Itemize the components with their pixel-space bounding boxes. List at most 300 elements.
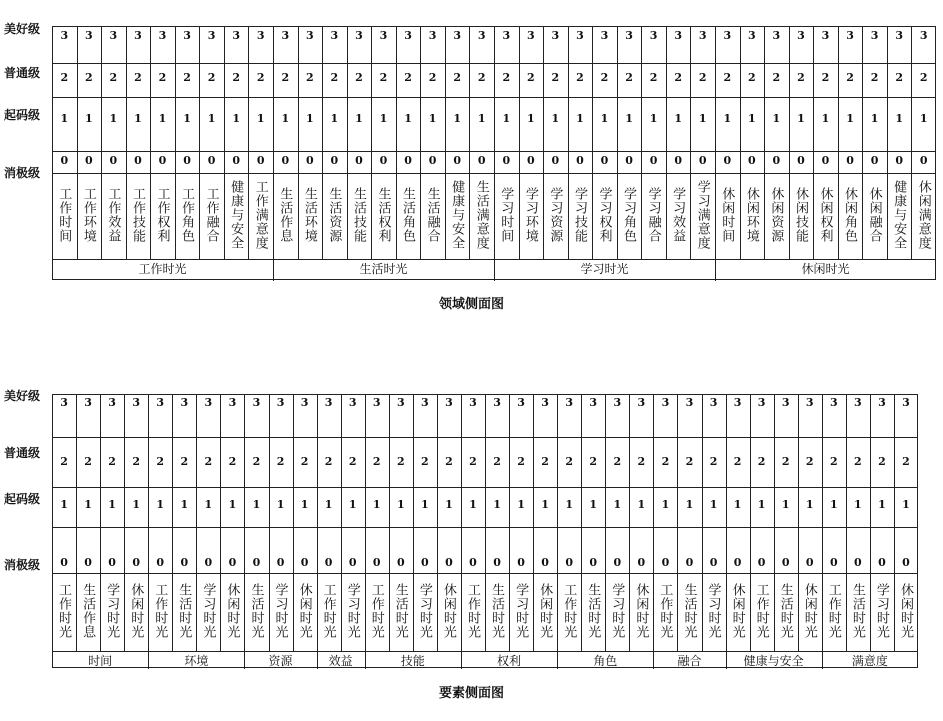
group-label: 角色 — [593, 654, 618, 668]
level-value: 2 — [477, 71, 486, 84]
column-label: 学习融合 — [645, 187, 661, 243]
column-label: 工作时光 — [152, 583, 168, 639]
level-value: 3 — [256, 29, 265, 42]
level-value: 1 — [541, 498, 549, 511]
grid-line — [740, 27, 741, 259]
level-value: 2 — [379, 71, 388, 84]
grid-line — [677, 395, 678, 651]
level-value: 0 — [355, 154, 363, 167]
level-value: 0 — [281, 154, 290, 167]
level-value: 3 — [252, 396, 261, 409]
level-value: 0 — [674, 154, 682, 167]
level-value: 0 — [797, 154, 805, 167]
level-value: 2 — [517, 455, 525, 468]
level-value: 2 — [132, 455, 141, 468]
level-value: 2 — [674, 71, 682, 84]
level-value: 0 — [85, 154, 93, 167]
level-value: 1 — [228, 498, 237, 511]
level-value: 0 — [379, 154, 388, 167]
level-value: 1 — [757, 498, 766, 511]
column-label: 工作时光 — [657, 583, 673, 639]
level-value: 3 — [902, 396, 910, 409]
column-label: 学习时光 — [609, 583, 625, 639]
level-value: 1 — [477, 112, 486, 125]
level-value: 1 — [649, 112, 658, 125]
level-value: 3 — [576, 29, 584, 42]
level-value: 0 — [109, 154, 118, 167]
column-label: 工作时间 — [56, 187, 72, 243]
grid-line — [371, 27, 372, 259]
grid-line — [894, 395, 895, 651]
level-value: 2 — [551, 71, 560, 84]
level-value: 0 — [698, 154, 707, 167]
grid-line — [298, 27, 299, 259]
level-value: 2 — [324, 455, 333, 468]
level-value: 3 — [649, 29, 658, 42]
level-value: 3 — [156, 396, 165, 409]
level-value: 3 — [445, 396, 453, 409]
level-value: 1 — [661, 498, 670, 511]
grid-line — [774, 395, 775, 651]
level-value: 2 — [228, 455, 237, 468]
grid-line — [199, 27, 200, 259]
level-value: 0 — [748, 154, 756, 167]
level-value: 0 — [183, 154, 191, 167]
level-value: 0 — [324, 556, 333, 569]
column-label: 工作满意度 — [252, 180, 268, 250]
level-value: 1 — [60, 498, 68, 511]
group-label: 技能 — [400, 654, 425, 668]
grid-line — [543, 27, 544, 259]
level-value: 2 — [502, 71, 511, 84]
level-value: 3 — [180, 396, 189, 409]
group-label: 融合 — [677, 654, 702, 668]
column-label: 工作时光 — [368, 583, 384, 639]
group-label: 环境 — [184, 654, 209, 668]
grid-line — [224, 27, 225, 259]
level-value: 1 — [600, 112, 609, 125]
level-label: 消极级 — [4, 558, 41, 572]
level-value: 0 — [204, 556, 213, 569]
column-label: 休闲环境 — [743, 187, 759, 243]
level-value: 3 — [565, 396, 574, 409]
level-value: 1 — [204, 498, 213, 511]
level-value: 1 — [109, 112, 118, 125]
grid-line — [887, 27, 888, 259]
level-value: 1 — [685, 498, 694, 511]
group-label: 权利 — [497, 654, 522, 668]
level-value: 3 — [685, 396, 694, 409]
level-value: 1 — [453, 112, 461, 125]
level-value: 1 — [355, 112, 363, 125]
grid-line — [293, 395, 294, 651]
level-value: 0 — [829, 556, 838, 569]
column-label: 休闲满意度 — [915, 180, 931, 250]
level-value: 3 — [781, 396, 790, 409]
level-value: 2 — [281, 71, 290, 84]
level-value: 2 — [60, 455, 68, 468]
level-value: 2 — [372, 455, 381, 468]
grid-line — [846, 395, 847, 651]
level-value: 3 — [60, 29, 69, 42]
level-value: 0 — [330, 154, 339, 167]
grid-line — [77, 27, 78, 259]
level-value: 3 — [469, 396, 477, 409]
group-label: 资源 — [268, 654, 293, 668]
level-value: 0 — [348, 556, 357, 569]
level-value: 3 — [541, 396, 549, 409]
level-value: 1 — [895, 112, 903, 125]
level-value: 1 — [134, 112, 142, 125]
level-value: 2 — [252, 455, 261, 468]
grid-line — [389, 395, 390, 651]
level-value: 1 — [281, 112, 290, 125]
column-label: 休闲时光 — [729, 583, 745, 639]
column-label: 生活时光 — [849, 583, 865, 639]
column-label: 生活环境 — [301, 187, 317, 243]
column-label: 生活时光 — [777, 583, 793, 639]
level-value: 2 — [428, 71, 437, 84]
level-value: 3 — [60, 396, 68, 409]
column-label: 学习角色 — [621, 187, 637, 243]
column-label: 生活时光 — [392, 583, 408, 639]
column-label: 生活时光 — [176, 583, 192, 639]
level-value: 0 — [372, 556, 381, 569]
level-value: 1 — [502, 112, 511, 125]
column-label: 生活作息 — [80, 583, 96, 639]
level-value: 2 — [576, 71, 584, 84]
chart2-caption: 要素侧面图 — [438, 686, 504, 701]
level-value: 3 — [919, 29, 928, 42]
level-value: 0 — [60, 556, 68, 569]
grid-line — [273, 27, 274, 259]
column-label: 工作环境 — [80, 187, 96, 243]
level-value: 1 — [854, 498, 862, 511]
grid-line — [196, 395, 197, 651]
level-value: 1 — [445, 498, 453, 511]
grid-line — [220, 395, 221, 651]
column-label: 工作效益 — [105, 187, 121, 243]
level-value: 3 — [829, 396, 838, 409]
grid-line — [533, 395, 534, 651]
level-value: 2 — [902, 455, 910, 468]
grid-line — [813, 27, 814, 259]
level-value: 2 — [661, 455, 670, 468]
level-value: 0 — [781, 556, 790, 569]
level-value: 1 — [183, 112, 191, 125]
level-value: 2 — [797, 71, 805, 84]
grid-line — [317, 395, 318, 651]
level-value: 0 — [854, 556, 862, 569]
group-label: 满意度 — [851, 654, 888, 668]
level-value: 1 — [207, 112, 216, 125]
level-value: 3 — [493, 396, 501, 409]
level-value: 0 — [477, 154, 486, 167]
column-label: 学习环境 — [522, 187, 538, 243]
level-value: 3 — [348, 396, 357, 409]
level-value: 2 — [158, 71, 167, 84]
level-value: 2 — [134, 71, 142, 84]
level-value: 0 — [757, 556, 766, 569]
column-label: 学习技能 — [571, 187, 587, 243]
column-label: 健康与安全 — [228, 180, 244, 250]
level-value: 1 — [256, 112, 265, 125]
column-label: 学习时光 — [416, 583, 432, 639]
level-label: 普通级 — [4, 446, 41, 460]
level-value: 3 — [637, 396, 646, 409]
level-value: 0 — [527, 154, 535, 167]
level-value: 1 — [576, 112, 584, 125]
level-value: 2 — [589, 455, 598, 468]
level-value: 2 — [565, 455, 574, 468]
group-label: 生活时光 — [359, 262, 408, 276]
level-value: 2 — [306, 71, 314, 84]
level-value: 3 — [709, 396, 718, 409]
level-label: 美好级 — [4, 389, 41, 403]
level-value: 0 — [870, 154, 879, 167]
level-value: 1 — [493, 498, 501, 511]
column-label: 生活融合 — [424, 187, 440, 243]
grid-line — [519, 27, 520, 259]
level-value: 3 — [324, 396, 333, 409]
column-label: 工作技能 — [129, 187, 145, 243]
level-value: 2 — [895, 71, 903, 84]
level-value: 3 — [661, 396, 670, 409]
group-label: 工作时光 — [138, 262, 187, 276]
level-value: 0 — [733, 556, 742, 569]
level-value: 0 — [158, 154, 167, 167]
column-label: 休闲时光 — [801, 583, 817, 639]
level-value: 3 — [772, 29, 781, 42]
level-value: 0 — [895, 154, 903, 167]
grid-line — [172, 395, 173, 651]
level-value: 2 — [348, 455, 357, 468]
level-value: 0 — [709, 556, 718, 569]
level-value: 0 — [276, 556, 285, 569]
level-value: 3 — [276, 396, 285, 409]
level-value: 3 — [895, 29, 903, 42]
level-value: 3 — [625, 29, 633, 42]
level-value: 2 — [156, 455, 165, 468]
level-value: 0 — [723, 154, 732, 167]
column-label: 健康与安全 — [449, 180, 465, 250]
level-value: 0 — [613, 556, 622, 569]
grid-line — [322, 27, 323, 259]
column-label: 学习时间 — [498, 187, 514, 243]
column-label: 休闲时光 — [633, 583, 649, 639]
level-value: 0 — [600, 154, 609, 167]
level-value: 3 — [330, 29, 339, 42]
grid-line — [789, 27, 790, 259]
grid-line — [702, 395, 703, 651]
level-value: 1 — [797, 112, 805, 125]
level-value: 0 — [565, 556, 574, 569]
grid-line — [461, 395, 462, 651]
level-value: 3 — [404, 29, 412, 42]
level-value: 3 — [698, 29, 707, 42]
level-value: 2 — [300, 455, 309, 468]
level-value: 2 — [453, 71, 461, 84]
level-value: 0 — [84, 556, 92, 569]
level-value: 0 — [589, 556, 598, 569]
grid-line — [494, 27, 495, 259]
level-value: 0 — [228, 556, 237, 569]
level-value: 2 — [854, 455, 862, 468]
grid-line — [124, 395, 125, 651]
grid-line — [420, 27, 421, 259]
group-label: 效益 — [328, 654, 353, 668]
level-value: 0 — [625, 154, 633, 167]
column-label: 学习时光 — [513, 583, 529, 639]
level-value: 3 — [854, 396, 862, 409]
grid-line — [148, 395, 149, 651]
column-label: 生活满意度 — [473, 180, 489, 250]
level-value: 3 — [109, 29, 118, 42]
column-label: 学习满意度 — [694, 180, 710, 250]
level-value: 0 — [306, 154, 314, 167]
level-value: 3 — [428, 29, 437, 42]
level-value: 0 — [256, 154, 265, 167]
level-value: 1 — [733, 498, 742, 511]
column-label: 生活时光 — [489, 583, 505, 639]
column-label: 工作时光 — [56, 583, 72, 639]
grid-line — [764, 27, 765, 259]
level-value: 2 — [421, 455, 429, 468]
level-value: 2 — [870, 71, 879, 84]
level-value: 0 — [576, 154, 584, 167]
level-value: 2 — [527, 71, 535, 84]
level-value: 3 — [674, 29, 682, 42]
level-value: 3 — [132, 396, 141, 409]
level-value: 0 — [428, 154, 437, 167]
level-value: 3 — [281, 29, 290, 42]
column-label: 生活资源 — [326, 187, 342, 243]
column-label: 生活权利 — [375, 187, 391, 243]
column-label: 工作融合 — [203, 187, 219, 243]
level-value: 3 — [300, 396, 309, 409]
level-value: 0 — [685, 556, 694, 569]
column-label: 学习时光 — [705, 583, 721, 639]
column-label: 学习权利 — [596, 187, 612, 243]
level-value: 3 — [232, 29, 240, 42]
grid-line — [485, 395, 486, 651]
level-value: 2 — [207, 71, 216, 84]
column-label: 休闲融合 — [866, 187, 882, 243]
column-label: 生活时光 — [681, 583, 697, 639]
grid-line — [437, 395, 438, 651]
level-value: 0 — [661, 556, 670, 569]
level-value: 3 — [421, 396, 429, 409]
level-value: 2 — [60, 71, 69, 84]
level-value: 2 — [109, 71, 118, 84]
level-value: 1 — [878, 498, 886, 511]
level-value: 0 — [902, 556, 910, 569]
level-value: 3 — [723, 29, 732, 42]
level-value: 3 — [108, 396, 116, 409]
grid-line — [248, 27, 249, 259]
level-value: 1 — [709, 498, 718, 511]
level-value: 1 — [156, 498, 165, 511]
level-value: 1 — [84, 498, 92, 511]
level-value: 1 — [527, 112, 535, 125]
level-value: 2 — [330, 71, 339, 84]
level-value: 3 — [228, 396, 237, 409]
level-value: 1 — [60, 112, 69, 125]
level-value: 0 — [300, 556, 309, 569]
level-value: 1 — [919, 112, 928, 125]
level-value: 3 — [748, 29, 756, 42]
grid-line — [557, 395, 558, 651]
column-label: 生活角色 — [400, 187, 416, 243]
level-value: 2 — [709, 455, 718, 468]
level-value: 0 — [541, 556, 549, 569]
level-value: 3 — [821, 29, 830, 42]
level-value: 1 — [330, 112, 339, 125]
column-label: 学习时光 — [272, 583, 288, 639]
column-label: 休闲时光 — [296, 583, 312, 639]
level-value: 1 — [870, 112, 879, 125]
level-value: 2 — [355, 71, 363, 84]
level-value: 3 — [805, 396, 814, 409]
level-value: 0 — [805, 556, 814, 569]
level-value: 1 — [158, 112, 167, 125]
level-value: 1 — [781, 498, 790, 511]
column-label: 休闲资源 — [768, 187, 784, 243]
level-value: 3 — [517, 396, 525, 409]
level-value: 1 — [589, 498, 598, 511]
level-value: 3 — [158, 29, 167, 42]
column-label: 休闲权利 — [817, 187, 833, 243]
column-label: 学习时光 — [873, 583, 889, 639]
level-value: 2 — [232, 71, 240, 84]
level-value: 1 — [805, 498, 814, 511]
grid-line — [347, 27, 348, 259]
level-value: 1 — [232, 112, 240, 125]
level-value: 2 — [84, 455, 92, 468]
column-label: 休闲技能 — [792, 187, 808, 243]
level-value: 3 — [207, 29, 216, 42]
grid-line — [175, 27, 176, 259]
grid-line — [101, 27, 102, 259]
level-value: 0 — [469, 556, 477, 569]
column-label: 休闲角色 — [842, 187, 858, 243]
level-value: 2 — [846, 71, 854, 84]
level-value: 1 — [517, 498, 525, 511]
grid-line — [822, 395, 823, 651]
group-label: 健康与安全 — [743, 654, 804, 668]
level-value: 2 — [108, 455, 116, 468]
group-label: 休闲时光 — [801, 262, 850, 276]
level-value: 2 — [781, 455, 790, 468]
level-value: 1 — [829, 498, 838, 511]
level-value: 1 — [180, 498, 189, 511]
level-value: 3 — [613, 396, 622, 409]
level-value: 2 — [637, 455, 646, 468]
level-value: 0 — [772, 154, 781, 167]
level-value: 1 — [108, 498, 116, 511]
level-value: 2 — [600, 71, 609, 84]
level-value: 1 — [85, 112, 93, 125]
level-value: 3 — [846, 29, 854, 42]
column-label: 学习资源 — [547, 187, 563, 243]
grid-line — [617, 27, 618, 259]
level-label: 普通级 — [4, 66, 41, 80]
level-value: 1 — [132, 498, 141, 511]
level-value: 0 — [846, 154, 854, 167]
level-value: 3 — [183, 29, 191, 42]
column-label: 学习效益 — [670, 187, 686, 243]
level-value: 3 — [878, 396, 886, 409]
